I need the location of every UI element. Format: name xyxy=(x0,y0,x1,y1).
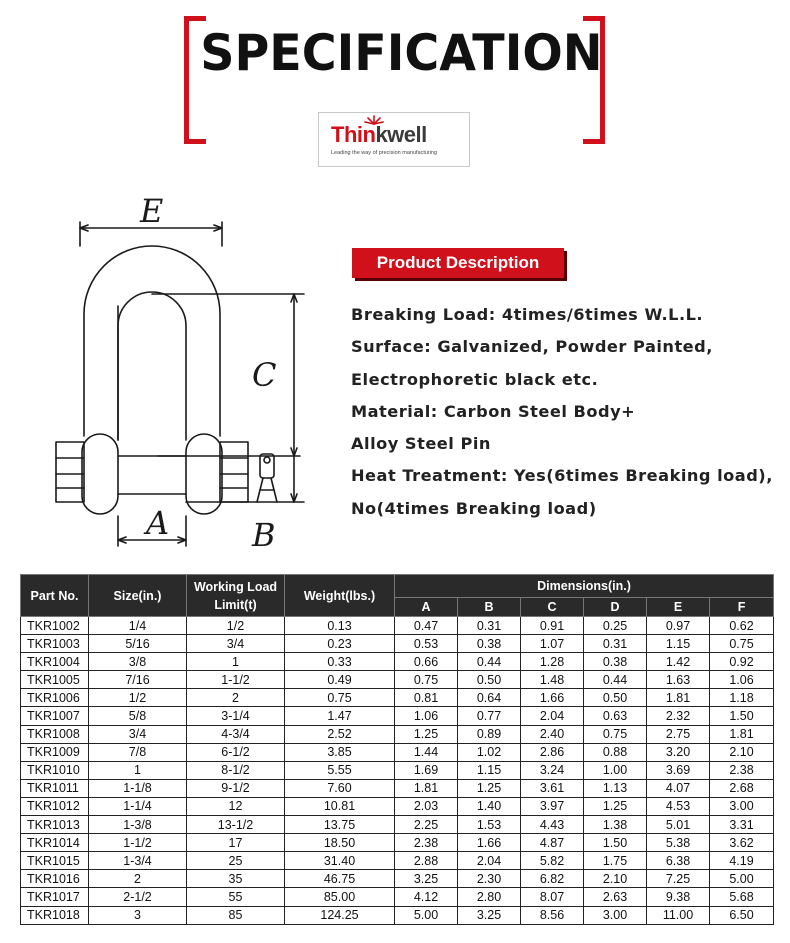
table-cell: 1-1/2 xyxy=(89,834,187,852)
table-cell: 46.75 xyxy=(285,870,395,888)
table-cell: 6-1/2 xyxy=(187,743,285,761)
table-cell: 1.81 xyxy=(647,689,710,707)
table-cell: 1.42 xyxy=(647,653,710,671)
table-cell: 5/16 xyxy=(89,635,187,653)
table-cell: 2.63 xyxy=(584,888,647,906)
desc-line: No(4times Breaking load) xyxy=(351,498,597,518)
table-row xyxy=(21,797,774,815)
table-cell: 0.88 xyxy=(584,743,647,761)
table-cell: 1.13 xyxy=(584,779,647,797)
dim-label-e: E xyxy=(140,192,164,230)
table-cell: 1.48 xyxy=(521,671,584,689)
desc-line: Breaking Load: 4times/6times W.L.L. xyxy=(351,305,704,324)
table-cell: 1.18 xyxy=(710,689,774,707)
table-cell: 1.06 xyxy=(395,707,458,725)
shackle-bow-outer xyxy=(84,246,220,436)
table-cell: 0.50 xyxy=(584,689,647,707)
table-cell: 3.00 xyxy=(710,797,774,815)
table-cell: 0.75 xyxy=(395,671,458,689)
cell-part-no: TKR1016 xyxy=(21,870,89,888)
table-cell: 0.33 xyxy=(285,653,395,671)
table-row xyxy=(21,834,774,852)
table-cell: 1.69 xyxy=(395,761,458,779)
table-cell: 1.66 xyxy=(458,834,521,852)
table-cell: 3/4 xyxy=(187,635,285,653)
table-cell: 3.31 xyxy=(710,816,774,834)
cell-part-no: TKR1017 xyxy=(21,888,89,906)
table-cell: 1.44 xyxy=(395,743,458,761)
table-cell: 0.92 xyxy=(710,653,774,671)
table-cell: 1.50 xyxy=(710,707,774,725)
brand-logo xyxy=(318,112,470,167)
table-cell: 2.04 xyxy=(521,707,584,725)
table-row xyxy=(21,870,774,888)
table-cell: 6.82 xyxy=(521,870,584,888)
table-cell: 0.49 xyxy=(285,671,395,689)
table-cell: 6.38 xyxy=(647,852,710,870)
table-cell: 4.87 xyxy=(521,834,584,852)
table-cell: 3.85 xyxy=(285,743,395,761)
table-cell: 2.32 xyxy=(647,707,710,725)
table-cell: 2.86 xyxy=(521,743,584,761)
table-cell: 1-1/4 xyxy=(89,797,187,815)
logo-tagline: Leading the way of precision manufacturing xyxy=(331,150,438,156)
cell-part-no: TKR1002 xyxy=(21,617,89,635)
table-cell: 2.75 xyxy=(647,725,710,743)
table-cell: 35 xyxy=(187,870,285,888)
table-cell: 0.31 xyxy=(458,617,521,635)
table-cell: 2.03 xyxy=(395,797,458,815)
table-cell: 55 xyxy=(187,888,285,906)
table-cell: 2.25 xyxy=(395,816,458,834)
table-cell: 0.81 xyxy=(395,689,458,707)
dim-label-c: C xyxy=(252,356,277,394)
cell-part-no: TKR1015 xyxy=(21,852,89,870)
header-size: Size(in.) xyxy=(89,575,187,617)
desc-line: Electrophoretic black etc. xyxy=(351,369,599,389)
table-row xyxy=(21,888,774,906)
table-cell: 3-1/4 xyxy=(187,707,285,725)
table-cell: 1.50 xyxy=(584,834,647,852)
table-cell: 1.02 xyxy=(458,743,521,761)
table-cell: 1-3/8 xyxy=(89,816,187,834)
table-cell: 0.89 xyxy=(458,725,521,743)
cell-part-no: TKR1013 xyxy=(21,816,89,834)
table-row xyxy=(21,617,774,635)
table-cell: 0.91 xyxy=(521,617,584,635)
table-cell: 3.62 xyxy=(710,834,774,852)
desc-line: Alloy Steel Pin xyxy=(351,434,491,454)
table-cell: 12 xyxy=(187,797,285,815)
table-row xyxy=(21,671,774,689)
table-cell: 3.25 xyxy=(458,906,521,924)
table-cell: 3.25 xyxy=(395,870,458,888)
table-cell: 1.81 xyxy=(395,779,458,797)
table-cell: 2.52 xyxy=(285,725,395,743)
header-dim-c: C xyxy=(521,598,584,617)
header-wll: Working Load Limit(t) xyxy=(187,575,285,617)
table-cell: 85.00 xyxy=(285,888,395,906)
cell-part-no: TKR1009 xyxy=(21,743,89,761)
table-cell: 0.75 xyxy=(584,725,647,743)
table-cell: 5.68 xyxy=(710,888,774,906)
header-dim-d: D xyxy=(584,598,647,617)
table-cell: 0.97 xyxy=(647,617,710,635)
table-cell: 1.53 xyxy=(458,816,521,834)
table-cell: 1.25 xyxy=(584,797,647,815)
table-cell: 0.75 xyxy=(285,689,395,707)
table-cell: 9-1/2 xyxy=(187,779,285,797)
table-cell: 0.50 xyxy=(458,671,521,689)
table-row xyxy=(21,906,774,924)
table-cell: 8-1/2 xyxy=(187,761,285,779)
table-cell: 1-1/8 xyxy=(89,779,187,797)
table-cell: 0.47 xyxy=(395,617,458,635)
table-cell: 3.24 xyxy=(521,761,584,779)
table-cell: 1.25 xyxy=(458,779,521,797)
table-cell: 1.15 xyxy=(458,761,521,779)
cell-part-no: TKR1012 xyxy=(21,797,89,815)
table-cell: 0.31 xyxy=(584,635,647,653)
page-title: SPECIFICATION xyxy=(200,24,603,82)
table-cell: 85 xyxy=(187,906,285,924)
dim-label-a: A xyxy=(146,504,170,542)
shackle-drawing xyxy=(48,186,308,556)
table-cell: 0.23 xyxy=(285,635,395,653)
table-cell: 8.07 xyxy=(521,888,584,906)
table-cell: 8.56 xyxy=(521,906,584,924)
table-cell: 1 xyxy=(89,761,187,779)
table-cell: 2.04 xyxy=(458,852,521,870)
table-row xyxy=(21,852,774,870)
header-dim-b: B xyxy=(458,598,521,617)
table-cell: 0.25 xyxy=(584,617,647,635)
desc-line: Heat Treatment: Yes(6times Breaking load), xyxy=(351,466,773,486)
table-cell: 2.10 xyxy=(710,743,774,761)
table-row xyxy=(21,707,774,725)
table-cell: 2.88 xyxy=(395,852,458,870)
table-cell: 0.53 xyxy=(395,635,458,653)
table-cell: 4-3/4 xyxy=(187,725,285,743)
header-part-no: Part No. xyxy=(21,575,89,617)
cell-part-no: TKR1003 xyxy=(21,635,89,653)
table-cell: 0.38 xyxy=(584,653,647,671)
table-cell: 3.61 xyxy=(521,779,584,797)
table-cell: 13.75 xyxy=(285,816,395,834)
table-cell: 1.07 xyxy=(521,635,584,653)
table-cell: 1.63 xyxy=(647,671,710,689)
table-cell: 5.38 xyxy=(647,834,710,852)
table-cell: 1.75 xyxy=(584,852,647,870)
table-cell: 1.28 xyxy=(521,653,584,671)
table-row xyxy=(21,635,774,653)
table-cell: 0.38 xyxy=(458,635,521,653)
table-cell: 5.01 xyxy=(647,816,710,834)
cell-part-no: TKR1004 xyxy=(21,653,89,671)
table-cell: 1.47 xyxy=(285,707,395,725)
table-cell: 2.38 xyxy=(395,834,458,852)
logo-wordmark: Thinkwell xyxy=(331,122,427,147)
specification-table xyxy=(20,574,774,925)
dim-label-b: B xyxy=(252,516,276,554)
table-cell: 1/2 xyxy=(187,617,285,635)
table-cell: 4.19 xyxy=(710,852,774,870)
table-cell: 1-1/2 xyxy=(187,671,285,689)
table-cell: 1 xyxy=(187,653,285,671)
table-cell: 4.43 xyxy=(521,816,584,834)
table-cell: 7.25 xyxy=(647,870,710,888)
table-cell: 0.64 xyxy=(458,689,521,707)
table-cell: 1.25 xyxy=(395,725,458,743)
table-cell: 0.44 xyxy=(584,671,647,689)
header-dim-f: F xyxy=(710,598,774,617)
table-cell: 7/16 xyxy=(89,671,187,689)
table-cell: 11.00 xyxy=(647,906,710,924)
table-row xyxy=(21,689,774,707)
cell-part-no: TKR1006 xyxy=(21,689,89,707)
table-cell: 1.06 xyxy=(710,671,774,689)
table-cell: 4.53 xyxy=(647,797,710,815)
header-dim-e: E xyxy=(647,598,710,617)
table-cell: 2.30 xyxy=(458,870,521,888)
table-cell: 31.40 xyxy=(285,852,395,870)
table-cell: 17 xyxy=(187,834,285,852)
table-cell: 10.81 xyxy=(285,797,395,815)
table-row xyxy=(21,725,774,743)
table-cell: 0.62 xyxy=(710,617,774,635)
product-description-badge: Product Description xyxy=(352,248,564,278)
cell-part-no: TKR1018 xyxy=(21,906,89,924)
table-row xyxy=(21,743,774,761)
header-dimensions: Dimensions(in.) xyxy=(395,575,774,598)
table-cell: 5.00 xyxy=(395,906,458,924)
table-cell: 0.77 xyxy=(458,707,521,725)
table-row xyxy=(21,761,774,779)
table-cell: 1.15 xyxy=(647,635,710,653)
table-cell: 124.25 xyxy=(285,906,395,924)
table-cell: 3 xyxy=(89,906,187,924)
cell-part-no: TKR1007 xyxy=(21,707,89,725)
desc-line: Surface: Galvanized, Powder Painted, xyxy=(351,337,713,357)
cell-part-no: TKR1008 xyxy=(21,725,89,743)
table-cell: 3.20 xyxy=(647,743,710,761)
table-cell: 2.40 xyxy=(521,725,584,743)
table-cell: 3.00 xyxy=(584,906,647,924)
desc-line: Material: Carbon Steel Body+ xyxy=(351,401,636,421)
table-cell: 3.69 xyxy=(647,761,710,779)
table-cell: 3/4 xyxy=(89,725,187,743)
table-cell: 1.38 xyxy=(584,816,647,834)
table-row xyxy=(21,816,774,834)
table-row xyxy=(21,653,774,671)
table-row xyxy=(21,779,774,797)
table-cell: 2.68 xyxy=(710,779,774,797)
table-cell: 3.97 xyxy=(521,797,584,815)
table-cell: 1.00 xyxy=(584,761,647,779)
table-cell: 2 xyxy=(89,870,187,888)
header-weight: Weight(lbs.) xyxy=(285,575,395,617)
table-cell: 2 xyxy=(187,689,285,707)
table-cell: 1.66 xyxy=(521,689,584,707)
table-cell: 1/4 xyxy=(89,617,187,635)
table-cell: 2.80 xyxy=(458,888,521,906)
table-cell: 5/8 xyxy=(89,707,187,725)
table-cell: 2.38 xyxy=(710,761,774,779)
table-cell: 0.75 xyxy=(710,635,774,653)
cell-part-no: TKR1005 xyxy=(21,671,89,689)
table-cell: 4.12 xyxy=(395,888,458,906)
table-cell: 25 xyxy=(187,852,285,870)
table-body xyxy=(21,617,774,925)
table-cell: 6.50 xyxy=(710,906,774,924)
cell-part-no: TKR1011 xyxy=(21,779,89,797)
table-cell: 5.55 xyxy=(285,761,395,779)
table-cell: 1/2 xyxy=(89,689,187,707)
table-cell: 1.40 xyxy=(458,797,521,815)
table-cell: 2.10 xyxy=(584,870,647,888)
table-cell: 1.81 xyxy=(710,725,774,743)
table-cell: 0.66 xyxy=(395,653,458,671)
cell-part-no: TKR1010 xyxy=(21,761,89,779)
table-cell: 0.13 xyxy=(285,617,395,635)
table-cell: 7.60 xyxy=(285,779,395,797)
table-cell: 4.07 xyxy=(647,779,710,797)
product-description xyxy=(351,299,783,525)
table-cell: 9.38 xyxy=(647,888,710,906)
table-cell: 2-1/2 xyxy=(89,888,187,906)
table-cell: 1-3/4 xyxy=(89,852,187,870)
table-cell: 18.50 xyxy=(285,834,395,852)
table-cell: 13-1/2 xyxy=(187,816,285,834)
table-cell: 7/8 xyxy=(89,743,187,761)
table-cell: 5.82 xyxy=(521,852,584,870)
table-cell: 5.00 xyxy=(710,870,774,888)
table-cell: 0.63 xyxy=(584,707,647,725)
cell-part-no: TKR1014 xyxy=(21,834,89,852)
table-cell: 0.44 xyxy=(458,653,521,671)
table-cell: 3/8 xyxy=(89,653,187,671)
shackle-bow-inner xyxy=(118,292,186,440)
header-dim-a: A xyxy=(395,598,458,617)
